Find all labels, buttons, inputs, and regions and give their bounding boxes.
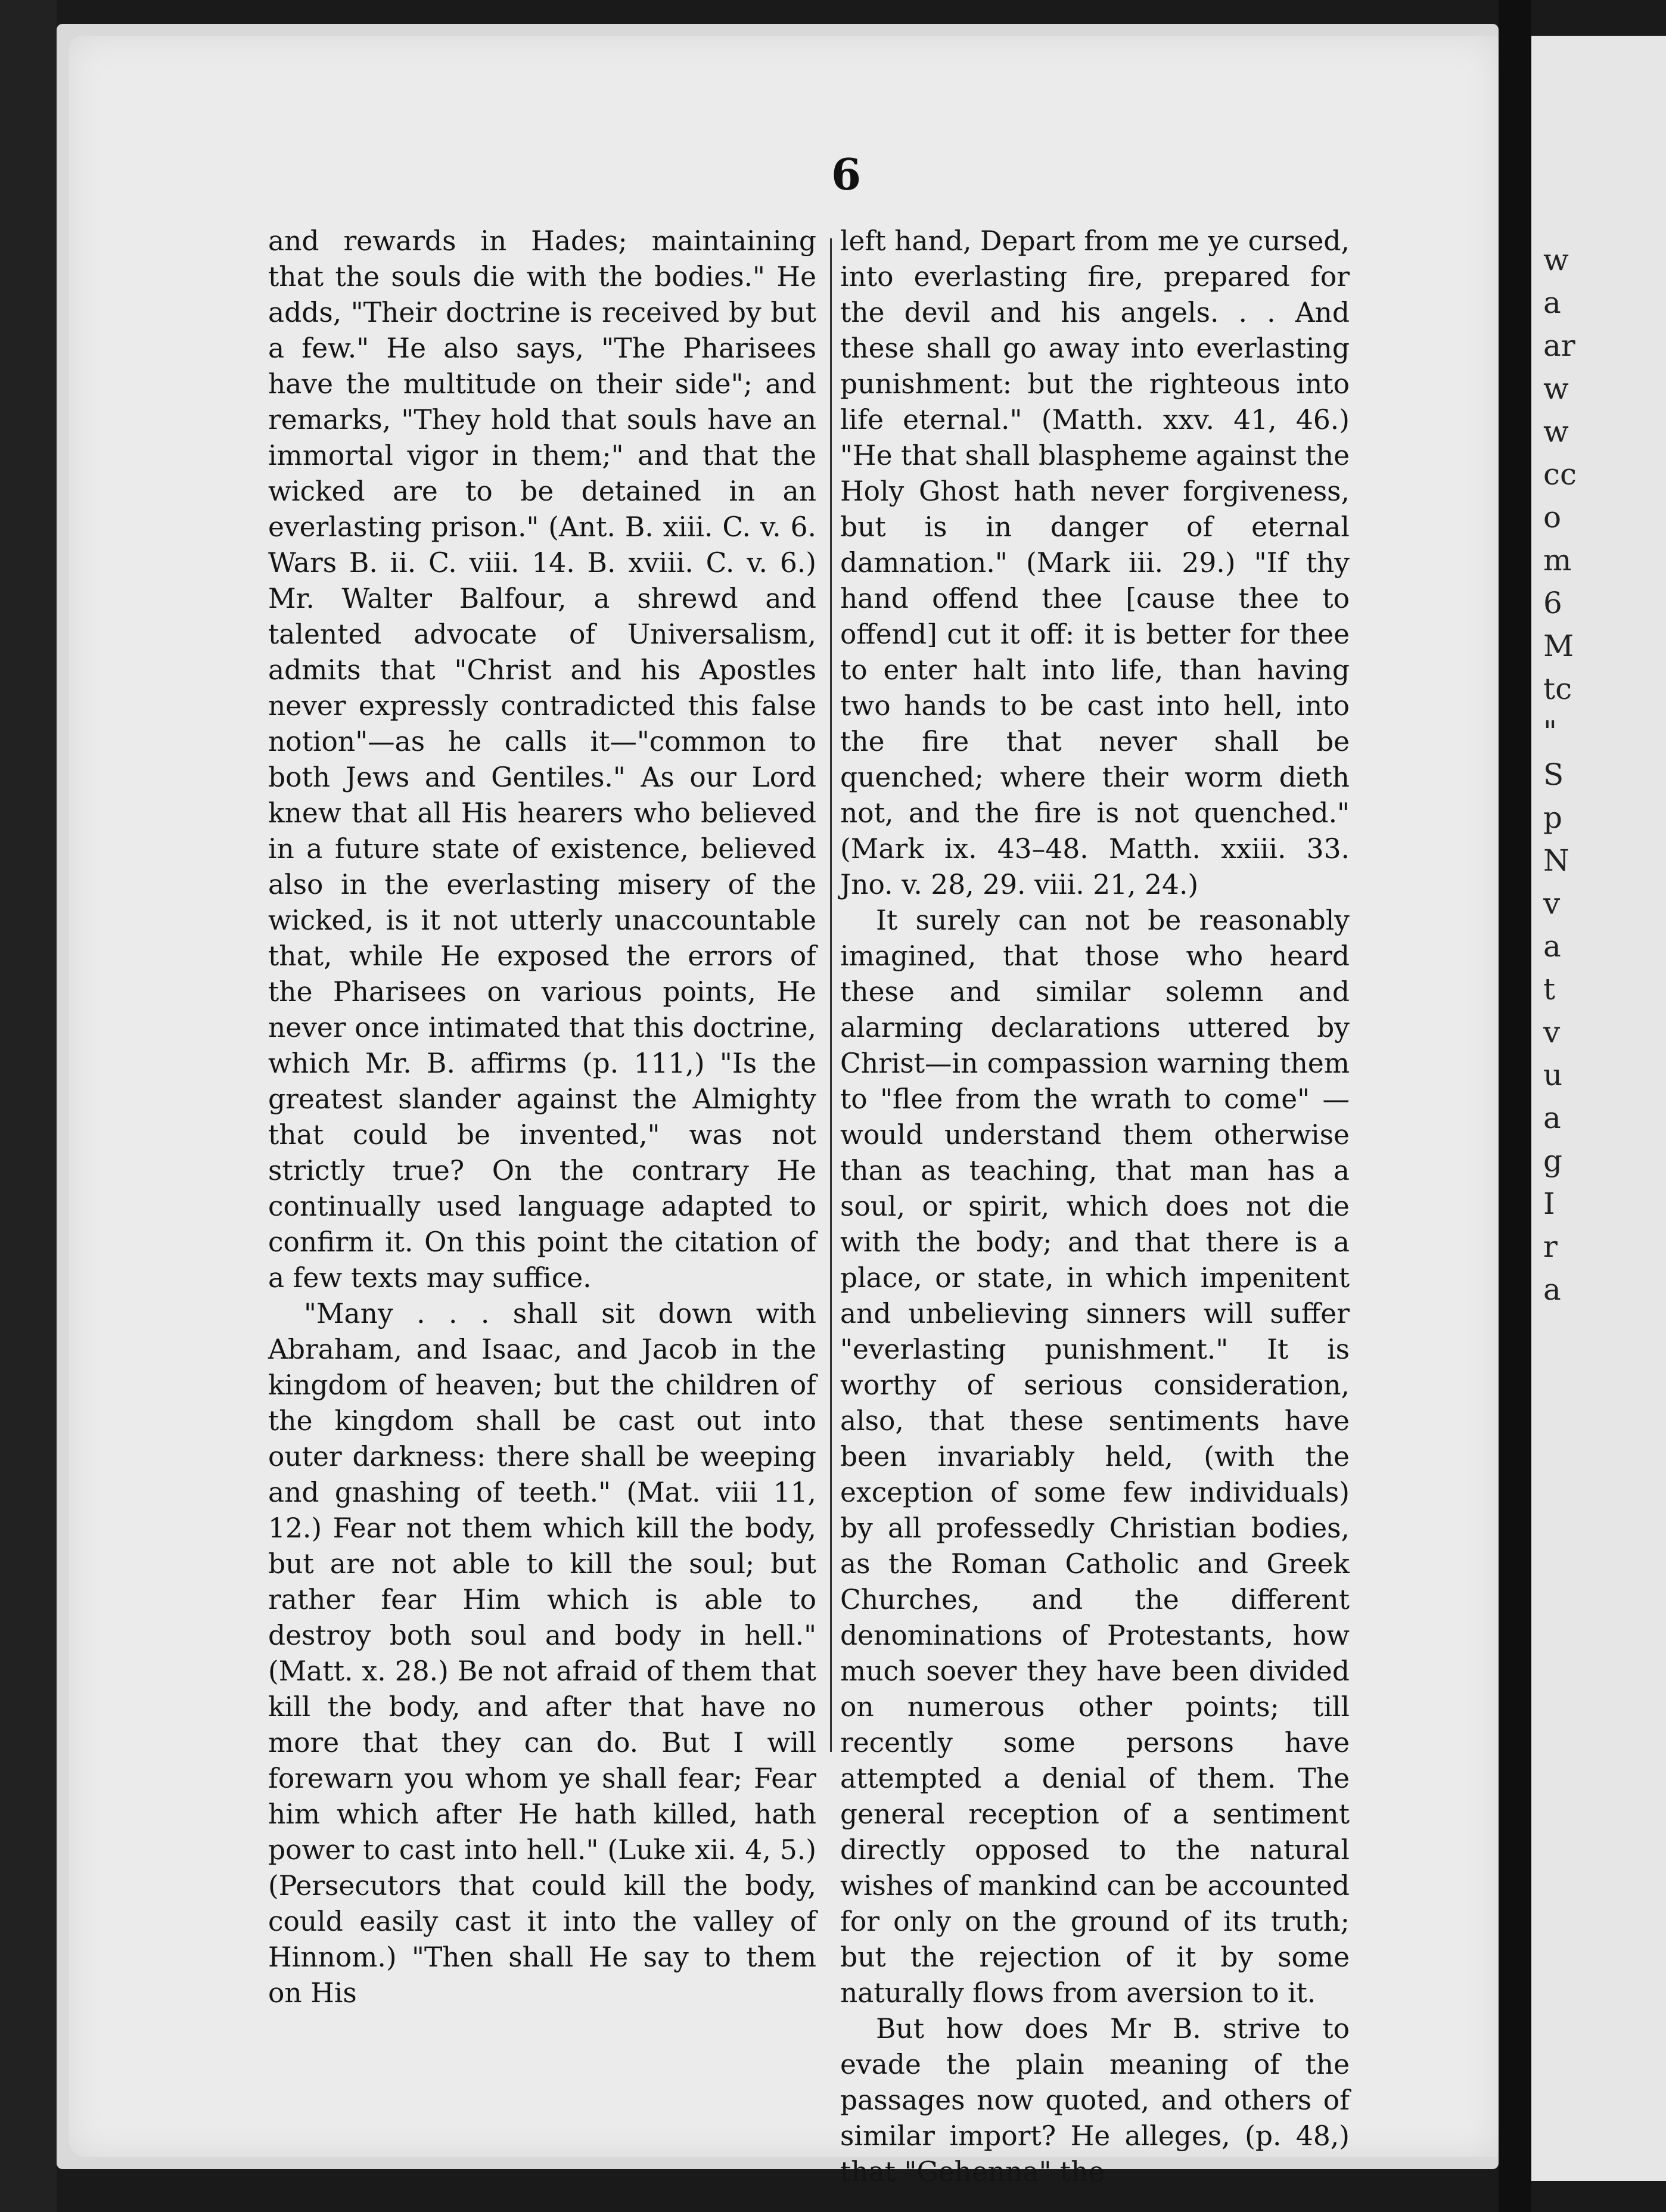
page-number: 6	[831, 149, 862, 200]
adjacent-page-fragment: t	[1543, 972, 1556, 1006]
adjacent-page-fragment: a	[1543, 1272, 1561, 1307]
adjacent-page-fragment: w	[1543, 371, 1569, 406]
adjacent-page-fragment: g	[1543, 1144, 1563, 1178]
adjacent-page-fragment: cc	[1543, 457, 1577, 492]
adjacent-page-fragment: o	[1543, 500, 1562, 535]
adjacent-page-fragment: v	[1543, 1015, 1561, 1049]
column-divider	[830, 238, 832, 1752]
right-paragraph-1: left hand, Depart from me ye cursed, into everlasting fire, prepared for the devil and his angels. . . And these shall go away into everlasting punishment: but the righteous into life eternal." (Matth. xxv. 41, 46.) "He that shall blaspheme against the Holy Ghost hath never forgiveness, but is in danger of eternal damnation." (Mark iii. 29.) "If thy hand offend thee [cause thee to offend] cut it off: it is better for thee to enter halt into life, than having two hands to be cast into hell, into the fire that never shall be quenched; where their worm dieth not, and the fire is not quenched." (Mark ix. 43–48. Matth. xxiii. 33. Jno. v. 28, 29. viii. 21, 24.)	[840, 225, 1350, 900]
adjacent-page-fragment: ar	[1543, 328, 1575, 363]
adjacent-page-fragment: r	[1543, 1229, 1558, 1264]
book-gutter	[1499, 0, 1531, 2212]
adjacent-page-fragment: u	[1543, 1058, 1563, 1092]
adjacent-page-fragment: a	[1543, 929, 1561, 964]
adjacent-page-fragment: w	[1543, 414, 1569, 449]
right-column	[840, 223, 1350, 2190]
adjacent-page-fragment: S	[1543, 757, 1564, 792]
adjacent-page	[1531, 36, 1666, 2181]
adjacent-page-fragment: v	[1543, 886, 1561, 921]
right-paragraph-3: But how does Mr B. strive to evade the plain meaning of the passages now quoted, and others of similar import? He alleges, (p. 48,) that "Gehenna" the	[840, 2013, 1350, 2188]
right-paragraph-2: It surely can not be reasonably imagined, that those who heard these and similar solemn and alarming declarations uttered by Christ—in compassion warning them to "flee from the wrath to come" — would understand them otherwise than as teaching, that man has a soul, or spirit, which does not die with the body; and that there is a place, or state, in which impenitent and unbelieving sinners will suffer "everlasting punishment." It is worthy of serious consideration, also, that these sentiments have been invariably held, (with the exception of some few individuals) by all professedly Christian bodies, as the Roman Catholic and Greek Churches, and the different denominations of Protestants, how much soever they have been divided on numerous other points; till recently some persons have attempted a denial of them. The general reception of a sentiment directly opposed to the natural wishes of mankind can be accounted for only on the ground of its truth; but the rejection of it by some naturally flows from aversion to it.	[840, 905, 1350, 2009]
adjacent-page-fragment: I	[1543, 1186, 1555, 1221]
adjacent-page-fragment: M	[1543, 629, 1574, 663]
adjacent-page-fragment: p	[1543, 800, 1563, 835]
left-paragraph-2: "Many . . . shall sit down with Abraham, and Isaac, and Jacob in the kingdom of heaven; but the children of the kingdom shall be cast out into outer darkness: there shall be weeping and gnashing of teeth." (Mat. viii 11, 12.) Fear not them which kill the body, but are not able to kill the soul; but rather fear Him which is able to destroy both soul and body in hell." (Matt. x. 28.) Be not afraid of them that kill the body, and after that have no more that they can do. But I will forewarn you whom ye shall fear; Fear him which after He hath killed, hath power to cast into hell." (Luke xii. 4, 5.) (Persecutors that could kill the body, could easily cast it into the valley of Hinnom.) "Then shall He say to them on His	[268, 1298, 816, 2009]
adjacent-page-fragment: w	[1543, 243, 1569, 277]
left-column	[268, 223, 816, 2011]
adjacent-page-fragment: a	[1543, 1101, 1561, 1135]
adjacent-page-fragment: "	[1543, 714, 1557, 749]
scanner-background	[0, 0, 57, 2212]
adjacent-page-fragment: a	[1543, 285, 1561, 320]
adjacent-page-fragment: m	[1543, 543, 1572, 577]
adjacent-page-fragment: tc	[1543, 672, 1572, 706]
adjacent-page-text-fragments	[1543, 238, 1662, 1311]
adjacent-page-fragment: 6	[1543, 586, 1562, 620]
adjacent-page-fragment: N	[1543, 843, 1569, 878]
left-paragraph-1: and rewards in Hades; maintaining that the souls die with the bodies." He adds, "Their doctrine is received by but a few." He also says, "The Pharisees have the multitude on their side"; and remarks, "They hold that souls have an immortal vigor in them;" and that the wicked are to be detained in an everlasting prison." (Ant. B. xiii. C. v. 6. Wars B. ii. C. viii. 14. B. xviii. C. v. 6.) Mr. Walter Balfour, a shrewd and talented advocate of Universalism, admits that "Christ and his Apostles never expressly contradicted this false notion"—as he calls it—"common to both Jews and Gentiles." As our Lord knew that all His hearers who believed in a future state of existence, believed also in the everlasting misery of the wicked, is it not utterly unaccountable that, while He exposed the errors of the Pharisees on various points, He never once intimated that this doctrine, which Mr. B. affirms (p. 111,) "Is the greatest slander against the Almighty that could be invented," was not strictly true? On the contrary He continually used language adapted to confirm it. On this point the citation of a few texts may suffice.	[268, 225, 816, 1294]
